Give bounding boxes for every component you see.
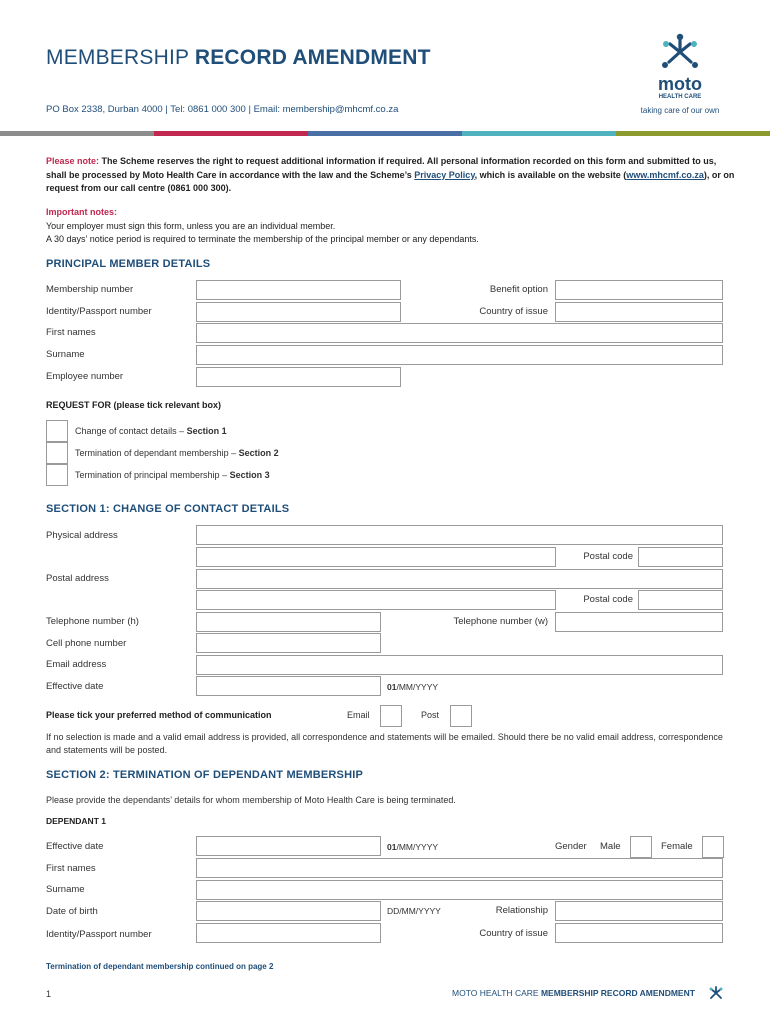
post-option-checkbox[interactable] <box>450 705 472 727</box>
first-names-field[interactable] <box>196 323 723 343</box>
website-link[interactable]: www.mhcmf.co.za <box>626 169 704 180</box>
title-light: MEMBERSHIP <box>46 46 189 69</box>
stripe-grey <box>0 131 154 136</box>
dob-format: DD/MM/YYYY <box>387 906 441 916</box>
cell-field[interactable] <box>196 633 381 653</box>
please-note-text-2: , which is available on the website ( <box>474 169 627 180</box>
preferred-method-label: Please tick your preferred method of communication <box>46 710 272 720</box>
dep-surname-label: Surname <box>46 884 85 895</box>
stripe-blue <box>308 131 462 136</box>
gender-label: Gender <box>555 841 587 852</box>
dependant-1-label: DEPENDANT 1 <box>46 816 106 826</box>
title-bold: RECORD AMENDMENT <box>194 46 431 69</box>
footer-brand-bold: MEMBERSHIP RECORD AMENDMENT <box>540 988 695 998</box>
identity-number-field[interactable] <box>196 302 401 322</box>
tel-h-field[interactable] <box>196 612 381 632</box>
dep-effective-date-field[interactable] <box>196 836 381 856</box>
benefit-option-label: Benefit option <box>489 284 548 295</box>
dep-effective-date-format <box>387 842 438 852</box>
post-option-label: Post <box>421 710 440 720</box>
postal-address-line-2[interactable] <box>196 590 556 610</box>
relationship-label: Relationship <box>495 905 548 916</box>
request-option-3-section: Section 3 <box>229 470 270 480</box>
communication-info: If no selection is made and a valid email address is provided, all correspondence and statements will be emailed. Should there be no valid email address, correspondence and statements will be posted. <box>46 732 723 755</box>
logo-tagline: taking care of our own <box>640 106 720 115</box>
contact-line: PO Box 2338, Durban 4000 | Tel: 0861 000 300 | Email: membership@mhcmf.co.za <box>46 104 399 115</box>
logo-word: moto <box>658 74 702 94</box>
dep-effective-date-day: 01 <box>387 842 397 852</box>
effective-date-day: 01 <box>387 682 397 692</box>
physical-postal-code-field[interactable] <box>638 547 723 567</box>
please-note <box>46 155 736 196</box>
dep-identity-number-label: Identity/Passport number <box>46 929 152 940</box>
request-option-1 <box>75 426 227 436</box>
footer-logo-icon <box>708 985 724 1001</box>
section-1-heading: SECTION 1: CHANGE OF CONTACT DETAILS <box>46 503 290 515</box>
email-option-checkbox[interactable] <box>380 705 402 727</box>
request-option-1-section: Section 1 <box>186 426 227 436</box>
surname-label: Surname <box>46 349 85 360</box>
checkbox-section-2[interactable] <box>46 442 68 464</box>
dep-country-of-issue-field[interactable] <box>555 923 723 943</box>
dep-surname-field[interactable] <box>196 880 723 900</box>
request-heading: REQUEST FOR (please tick relevant box) <box>46 400 222 410</box>
employee-number-label: Employee number <box>46 371 124 382</box>
dep-effective-date-label: Effective date <box>46 841 104 852</box>
request-option-2-text: Termination of dependant membership – <box>75 448 239 458</box>
effective-date-format <box>387 682 438 692</box>
request-option-1-text: Change of contact details – <box>75 426 187 436</box>
physical-postal-code-label: Postal code <box>583 551 633 562</box>
benefit-option-field[interactable] <box>555 280 723 300</box>
postal-postal-code-field[interactable] <box>638 590 723 610</box>
dob-field[interactable] <box>196 901 381 921</box>
tel-h-label: Telephone number (h) <box>46 616 139 627</box>
request-option-3 <box>75 470 270 480</box>
postal-address-line-1[interactable] <box>196 569 723 589</box>
checkbox-section-3[interactable] <box>46 464 68 486</box>
request-option-2-section: Section 2 <box>238 448 279 458</box>
physical-address-line-1[interactable] <box>196 525 723 545</box>
male-label: Male <box>600 841 621 852</box>
moto-logo <box>630 32 730 118</box>
stripe-olive <box>616 131 770 136</box>
section-2-intro: Please provide the dependants’ details for whom membership of Moto Health Care is being terminated. <box>46 795 456 805</box>
female-label: Female <box>661 841 693 852</box>
tel-w-label: Telephone number (w) <box>453 616 548 627</box>
dep-identity-number-field[interactable] <box>196 923 381 943</box>
page-title <box>46 46 431 70</box>
checkbox-section-1[interactable] <box>46 420 68 442</box>
important-line-2: A 30 days’ notice period is required to terminate the membership of the principal member or any dependants. <box>46 234 479 244</box>
important-line-1: Your employer must sign this form, unless you are an individual member. <box>46 221 336 231</box>
dob-label: Date of birth <box>46 906 98 917</box>
stripe-teal <box>462 131 616 136</box>
logo-figures-icon <box>630 32 730 76</box>
please-note-label: Please note: <box>46 156 100 166</box>
email-address-field[interactable] <box>196 655 723 675</box>
membership-number-label: Membership number <box>46 284 134 295</box>
please-note-text-1: The Scheme reserves the right to request additional information if required. All personal information recorded on this form and submitted to us, shall be processed by Moto Health Care in accordance with the law and the Scheme’s <box>46 156 717 180</box>
physical-address-label: Physical address <box>46 530 118 541</box>
section-2-heading: SECTION 2: TERMINATION OF DEPENDANT MEMBERSHIP <box>46 769 364 781</box>
effective-date-field[interactable] <box>196 676 381 696</box>
dep-first-names-field[interactable] <box>196 858 723 878</box>
important-notes-label: Important notes: <box>46 207 117 217</box>
male-checkbox[interactable] <box>630 836 652 858</box>
female-checkbox[interactable] <box>702 836 724 858</box>
footer-brand <box>452 988 695 998</box>
dep-first-names-label: First names <box>46 863 96 874</box>
surname-field[interactable] <box>196 345 723 365</box>
membership-number-field[interactable] <box>196 280 401 300</box>
page-number: 1 <box>46 989 52 999</box>
logo-subtitle: HEALTH CARE <box>658 94 702 100</box>
effective-date-rest: /MM/YYYY <box>396 682 439 692</box>
postal-postal-code-label: Postal code <box>583 594 633 605</box>
country-of-issue-label: Country of issue <box>479 306 548 317</box>
email-address-label: Email address <box>46 659 107 670</box>
employee-number-field[interactable] <box>196 367 401 387</box>
email-option-label: Email <box>347 710 370 720</box>
physical-address-line-2[interactable] <box>196 547 556 567</box>
country-of-issue-field[interactable] <box>555 302 723 322</box>
stripe-red <box>154 131 308 136</box>
tel-w-field[interactable] <box>555 612 723 632</box>
postal-address-label: Postal address <box>46 573 109 584</box>
principal-heading: PRINCIPAL MEMBER DETAILS <box>46 258 211 270</box>
request-option-2 <box>75 448 279 458</box>
dep-country-of-issue-label: Country of issue <box>479 928 548 939</box>
request-option-3-text: Termination of principal membership – <box>75 470 230 480</box>
relationship-field[interactable] <box>555 901 723 921</box>
first-names-label: First names <box>46 327 96 338</box>
continued-note: Termination of dependant membership continued on page 2 <box>46 962 274 971</box>
please-note-text-3: ), or on request from our call centre (0861 000 300). <box>46 169 735 193</box>
dep-effective-date-rest: /MM/YYYY <box>396 842 439 852</box>
identity-number-label: Identity/Passport number <box>46 306 152 317</box>
effective-date-label: Effective date <box>46 681 104 692</box>
cell-label: Cell phone number <box>46 638 127 649</box>
footer-brand-light: MOTO HEALTH CARE <box>452 988 539 998</box>
privacy-policy-link[interactable]: Privacy Policy <box>414 169 475 180</box>
